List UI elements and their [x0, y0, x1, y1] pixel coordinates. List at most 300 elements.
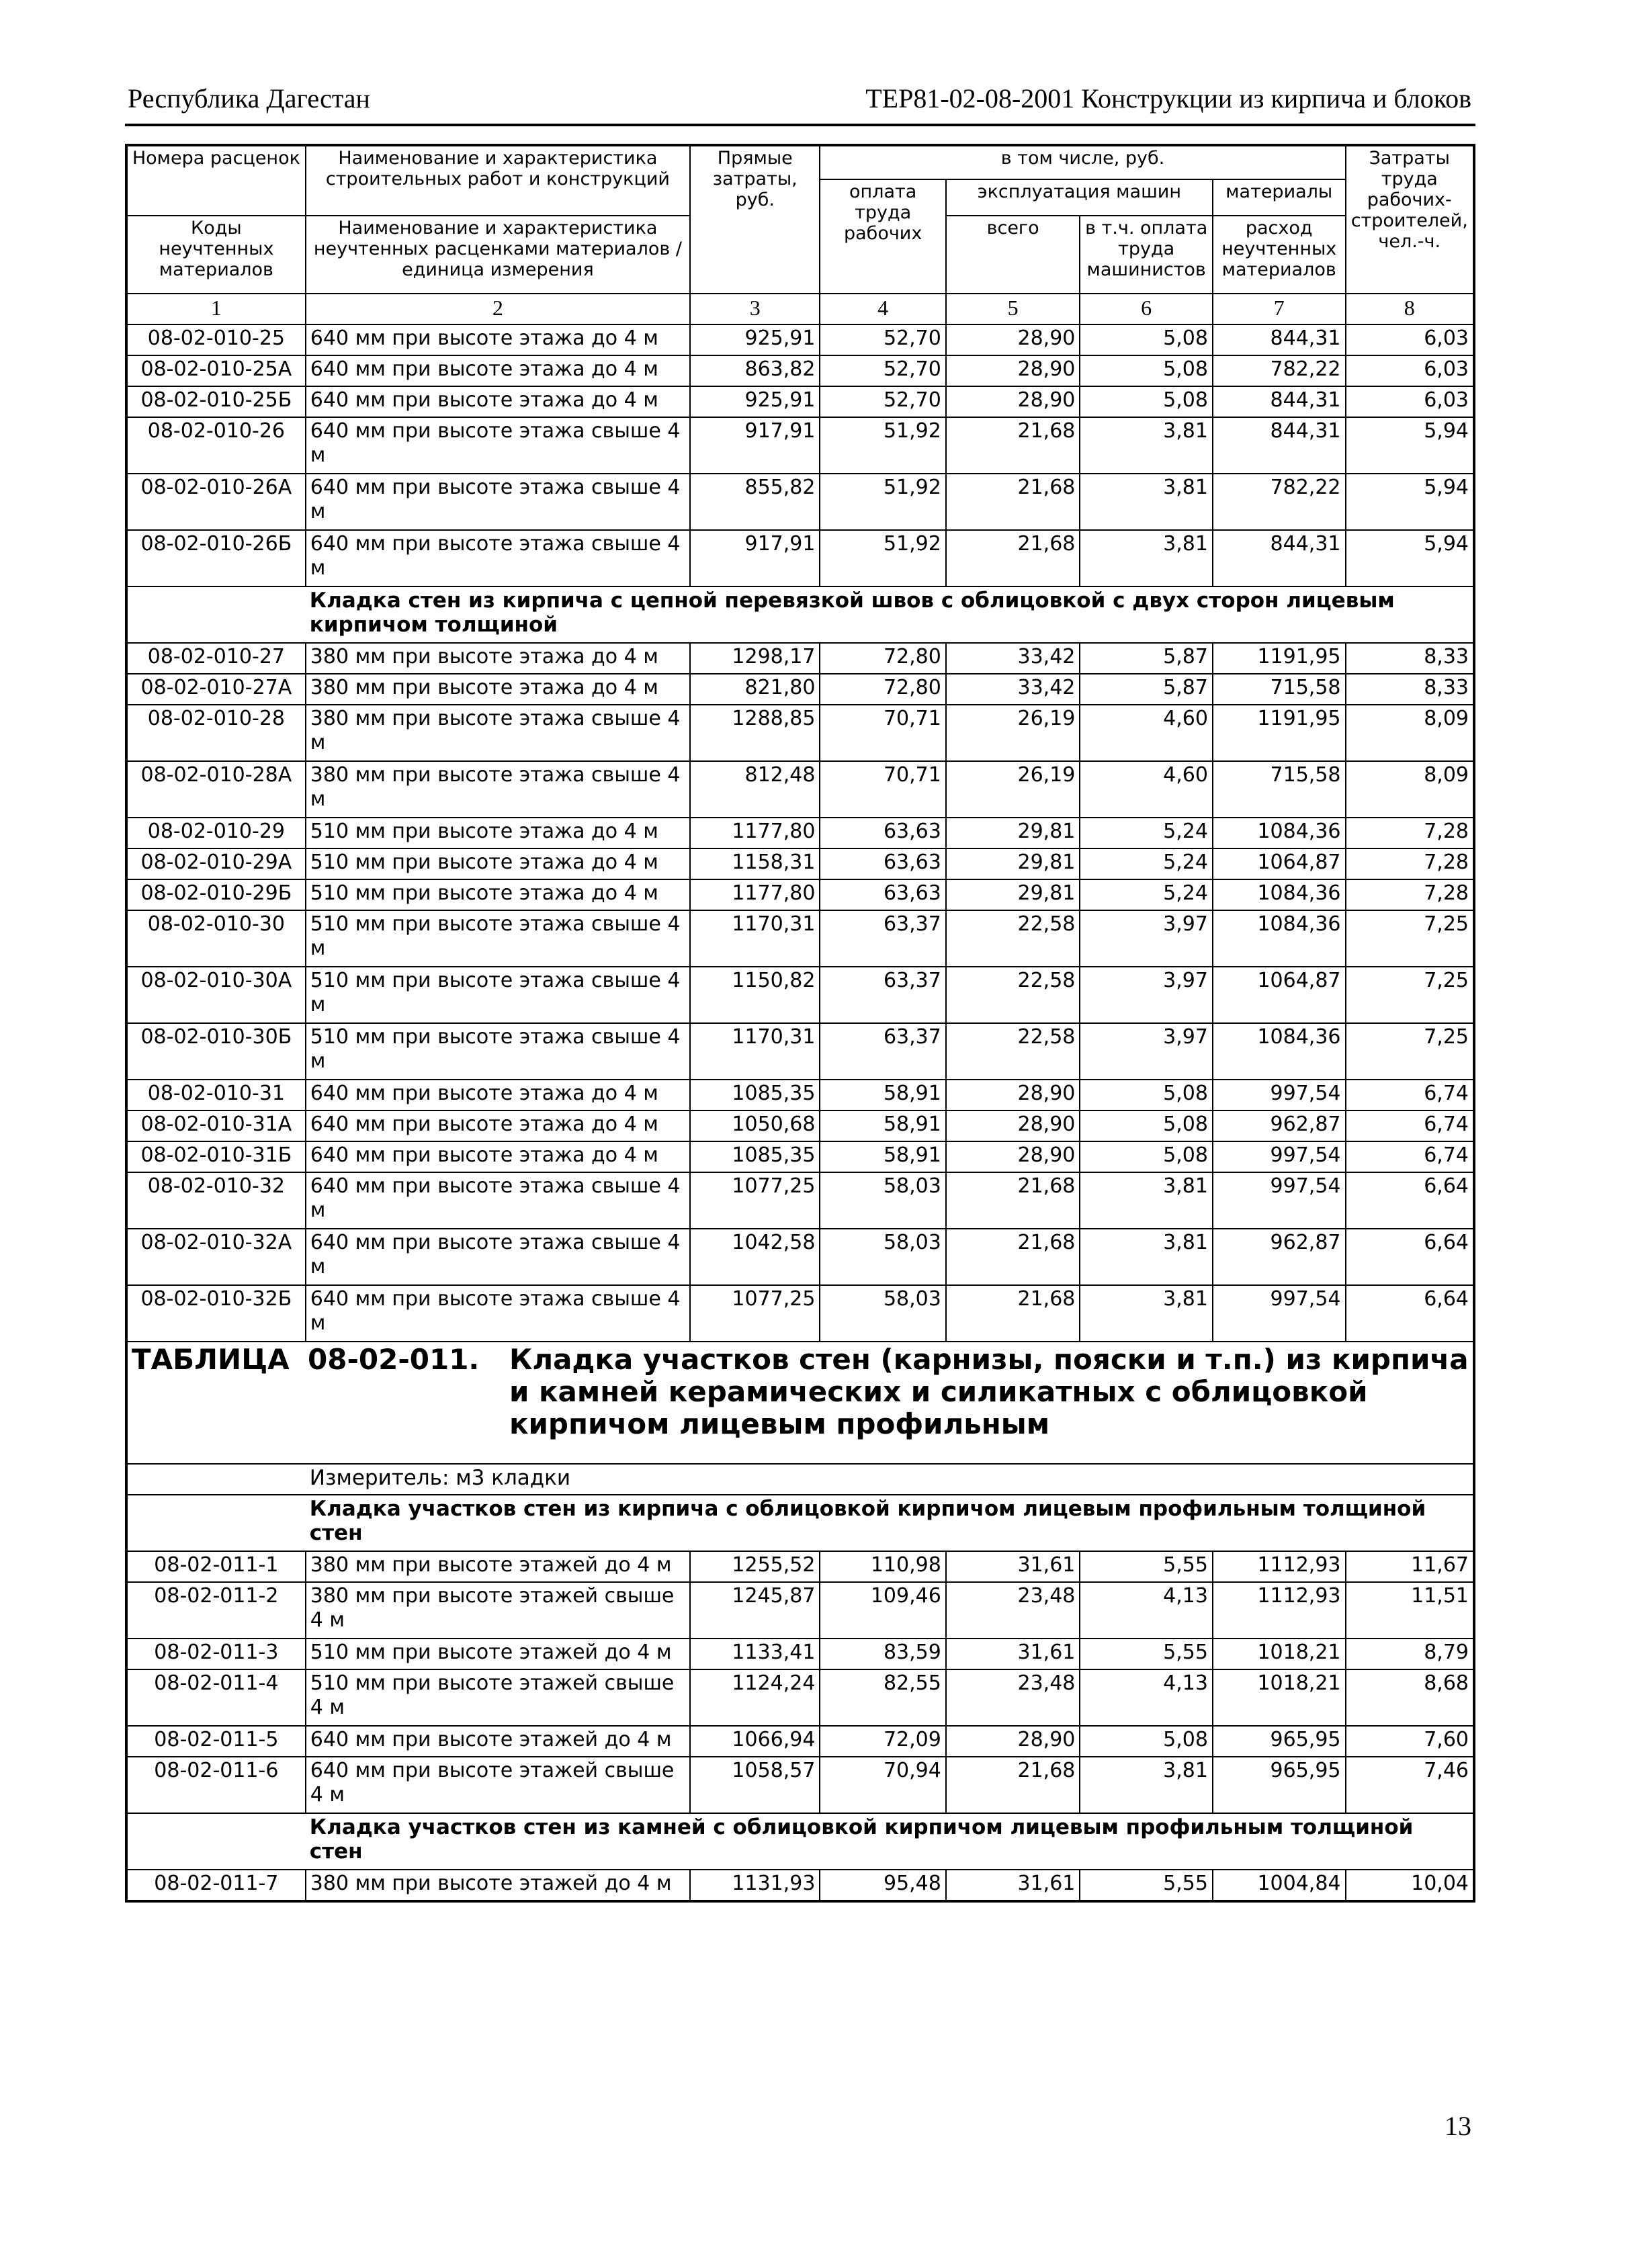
column-number: 3: [690, 294, 820, 324]
header-wages: оплата труда рабочих: [820, 179, 945, 294]
labor-costs: 5,94: [1346, 474, 1475, 530]
direct-costs: 1077,25: [690, 1172, 820, 1229]
materials: 1191,95: [1213, 643, 1346, 674]
header-machinists: в т.ч. оплата труда машинистов: [1080, 216, 1213, 294]
section-caption: Кладка участков стен из кирпича с облицовкой кирпичом лицевым профильным толщиной стен: [306, 1495, 1474, 1551]
materials: 1084,36: [1213, 818, 1346, 848]
table-row: [126, 705, 1474, 761]
labor-costs: 6,64: [1346, 1229, 1475, 1285]
labor-costs: 6,03: [1346, 386, 1475, 417]
table-title-text: Кладка участков стен (карнизы, пояски и т.п.) из кирпича и камней керамических и силикатных с облицовкой кирпичом лицевым профильным: [509, 1343, 1469, 1440]
materials: 1191,95: [1213, 705, 1346, 761]
machines-total: 21,68: [946, 417, 1080, 474]
machinists-wages: 3,97: [1080, 910, 1213, 967]
rate-code: 08-02-010-32: [126, 1172, 306, 1229]
work-description: 380 мм при высоте этажа свыше 4 м: [306, 705, 690, 761]
header-direct-costs: Прямые затраты, руб.: [690, 145, 820, 294]
table-row: [126, 386, 1474, 417]
table-row: [126, 1080, 1474, 1110]
materials: 1112,93: [1213, 1582, 1346, 1639]
direct-costs: 1177,80: [690, 879, 820, 910]
table-title-cell: [126, 1342, 1474, 1464]
wages: 63,63: [820, 818, 945, 848]
rate-code: 08-02-011-7: [126, 1870, 306, 1901]
rate-code: 08-02-010-32А: [126, 1229, 306, 1285]
table-row: [126, 1582, 1474, 1639]
materials: 1084,36: [1213, 1023, 1346, 1080]
machines-total: 31,61: [946, 1870, 1080, 1901]
wages: 52,70: [820, 386, 945, 417]
work-description: 380 мм при высоте этажей свыше 4 м: [306, 1582, 690, 1639]
work-description: 640 мм при высоте этажей до 4 м: [306, 1726, 690, 1757]
machinists-wages: 4,13: [1080, 1669, 1213, 1726]
materials: 844,31: [1213, 530, 1346, 586]
work-description: 640 мм при высоте этажа до 4 м: [306, 355, 690, 386]
direct-costs: 1131,93: [690, 1870, 820, 1901]
rows-group-a: [126, 324, 1474, 586]
measure-unit: [306, 1464, 1474, 1495]
rate-code: 08-02-010-29Б: [126, 879, 306, 910]
header-work-name: Наименование и характеристика строительных работ и конструкций: [306, 145, 690, 216]
rate-code: 08-02-011-5: [126, 1726, 306, 1757]
direct-costs: 1177,80: [690, 818, 820, 848]
machines-total: 22,58: [946, 1023, 1080, 1080]
table-row: [126, 1285, 1474, 1342]
machines-total: 28,90: [946, 355, 1080, 386]
wages: 110,98: [820, 1551, 945, 1582]
wages: 70,94: [820, 1757, 945, 1813]
direct-costs: 1124,24: [690, 1669, 820, 1726]
machines-total: 29,81: [946, 818, 1080, 848]
section-spacer: [126, 1495, 306, 1551]
header-unlisted-codes: Коды неучтенных материалов: [126, 216, 306, 294]
rate-code: 08-02-011-6: [126, 1757, 306, 1813]
wages: 95,48: [820, 1870, 945, 1901]
labor-costs: 11,67: [1346, 1551, 1475, 1582]
direct-costs: 1066,94: [690, 1726, 820, 1757]
work-description: 380 мм при высоте этажей до 4 м: [306, 1551, 690, 1582]
machines-total: 21,68: [946, 1229, 1080, 1285]
header-rule: [125, 124, 1475, 126]
table-row: [126, 1551, 1474, 1582]
machinists-wages: 5,08: [1080, 1141, 1213, 1172]
direct-costs: 925,91: [690, 324, 820, 355]
header-machines: эксплуатация машин: [946, 179, 1213, 216]
work-description: 380 мм при высоте этажей до 4 м: [306, 1870, 690, 1901]
table-row: [126, 643, 1474, 674]
materials: 844,31: [1213, 386, 1346, 417]
machinists-wages: 4,13: [1080, 1582, 1213, 1639]
labor-costs: 8,79: [1346, 1639, 1475, 1669]
direct-costs: 821,80: [690, 674, 820, 705]
wages: 63,63: [820, 848, 945, 879]
machinists-wages: 5,24: [1080, 818, 1213, 848]
materials: 715,58: [1213, 674, 1346, 705]
direct-costs: 917,91: [690, 417, 820, 474]
labor-costs: 7,28: [1346, 848, 1475, 879]
section-3: [126, 1813, 1474, 1870]
direct-costs: 855,82: [690, 474, 820, 530]
work-description: 640 мм при высоте этажей свыше 4 м: [306, 1757, 690, 1813]
direct-costs: 1170,31: [690, 1023, 820, 1080]
header-rate-numbers: Номера расценок: [126, 145, 306, 216]
wages: 58,03: [820, 1229, 945, 1285]
materials: 962,87: [1213, 1229, 1346, 1285]
labor-costs: 8,09: [1346, 761, 1475, 818]
direct-costs: 925,91: [690, 386, 820, 417]
machines-total: 22,58: [946, 910, 1080, 967]
rate-code: 08-02-011-1: [126, 1551, 306, 1582]
work-description: 510 мм при высоте этажей до 4 м: [306, 1639, 690, 1669]
table-row: [126, 761, 1474, 818]
work-description: 510 мм при высоте этажа свыше 4 м: [306, 967, 690, 1023]
machinists-wages: 5,08: [1080, 1726, 1213, 1757]
materials: 965,95: [1213, 1757, 1346, 1813]
wages: 63,37: [820, 1023, 945, 1080]
direct-costs: 1288,85: [690, 705, 820, 761]
table-row: [126, 1023, 1474, 1080]
table-row: [126, 1229, 1474, 1285]
wages: 58,03: [820, 1285, 945, 1342]
machinists-wages: 5,55: [1080, 1870, 1213, 1901]
table-title-code: 08-02-011.: [308, 1343, 480, 1376]
column-number: 6: [1080, 294, 1213, 324]
machinists-wages: 3,81: [1080, 1229, 1213, 1285]
table-row: [126, 848, 1474, 879]
rate-code: 08-02-011-4: [126, 1669, 306, 1726]
machinists-wages: 5,08: [1080, 386, 1213, 417]
machinists-wages: 5,08: [1080, 324, 1213, 355]
machinists-wages: 3,81: [1080, 1172, 1213, 1229]
page-header: [125, 79, 1475, 118]
column-number: 5: [946, 294, 1080, 324]
rate-code: 08-02-010-25: [126, 324, 306, 355]
table-row: [126, 474, 1474, 530]
machinists-wages: 5,24: [1080, 879, 1213, 910]
rate-code: 08-02-010-30Б: [126, 1023, 306, 1080]
work-description: 380 мм при высоте этажа до 4 м: [306, 643, 690, 674]
section-caption: Кладка участков стен из камней с облицовкой кирпичом лицевым профильным толщиной стен: [306, 1813, 1474, 1870]
wages: 109,46: [820, 1582, 945, 1639]
machines-total: 33,42: [946, 674, 1080, 705]
work-description: 510 мм при высоте этажа до 4 м: [306, 818, 690, 848]
materials: 997,54: [1213, 1080, 1346, 1110]
wages: 58,91: [820, 1110, 945, 1141]
labor-costs: 5,94: [1346, 530, 1475, 586]
rows-group-d: [126, 1870, 1474, 1901]
materials: 1084,36: [1213, 910, 1346, 967]
machines-total: 26,19: [946, 705, 1080, 761]
labor-costs: 8,33: [1346, 674, 1475, 705]
rate-code: 08-02-010-28: [126, 705, 306, 761]
machinists-wages: 5,87: [1080, 674, 1213, 705]
labor-costs: 7,28: [1346, 818, 1475, 848]
work-description: 640 мм при высоте этажа до 4 м: [306, 324, 690, 355]
materials: 962,87: [1213, 1110, 1346, 1141]
table-header: [126, 145, 1474, 324]
materials: 844,31: [1213, 324, 1346, 355]
rate-code: 08-02-010-27: [126, 643, 306, 674]
labor-costs: 6,74: [1346, 1110, 1475, 1141]
machinists-wages: 3,81: [1080, 417, 1213, 474]
header-labor: Затраты труда рабочих-строителей, чел.-ч.: [1346, 145, 1475, 294]
rows-group-b: [126, 643, 1474, 1342]
labor-costs: 6,74: [1346, 1141, 1475, 1172]
wages: 63,63: [820, 879, 945, 910]
machines-total: 28,90: [946, 1080, 1080, 1110]
rate-code: 08-02-010-31Б: [126, 1141, 306, 1172]
machines-total: 29,81: [946, 848, 1080, 879]
wages: 51,92: [820, 530, 945, 586]
materials: 715,58: [1213, 761, 1346, 818]
direct-costs: 1085,35: [690, 1141, 820, 1172]
column-number: 7: [1213, 294, 1346, 324]
machinists-wages: 3,97: [1080, 1023, 1213, 1080]
labor-costs: 7,46: [1346, 1757, 1475, 1813]
wages: 72,80: [820, 643, 945, 674]
price-table: [125, 144, 1475, 1903]
wages: 70,71: [820, 761, 945, 818]
materials: 1018,21: [1213, 1669, 1346, 1726]
machines-total: 21,68: [946, 1172, 1080, 1229]
column-numbers-row: [126, 294, 1474, 324]
labor-costs: 7,25: [1346, 967, 1475, 1023]
labor-costs: 6,03: [1346, 324, 1475, 355]
region-name: Республика Дагестан: [128, 83, 370, 114]
machines-total: 28,90: [946, 386, 1080, 417]
labor-costs: 8,68: [1346, 1669, 1475, 1726]
labor-costs: 6,64: [1346, 1172, 1475, 1229]
materials: 997,54: [1213, 1172, 1346, 1229]
header-unlisted-names: Наименование и характеристика неучтенных расценками материалов / единица измерения: [306, 216, 690, 294]
machines-total: 22,58: [946, 967, 1080, 1023]
table-row: [126, 1110, 1474, 1141]
materials: 997,54: [1213, 1285, 1346, 1342]
machines-total: 21,68: [946, 1285, 1080, 1342]
materials: 965,95: [1213, 1726, 1346, 1757]
machines-total: 29,81: [946, 879, 1080, 910]
materials: 782,22: [1213, 474, 1346, 530]
labor-costs: 11,51: [1346, 1582, 1475, 1639]
direct-costs: 1245,87: [690, 1582, 820, 1639]
direct-costs: 1158,31: [690, 848, 820, 879]
machinists-wages: 3,81: [1080, 474, 1213, 530]
section-1: [126, 586, 1474, 643]
machinists-wages: 4,60: [1080, 761, 1213, 818]
column-number: 1: [126, 294, 306, 324]
rate-code: 08-02-010-30А: [126, 967, 306, 1023]
wages: 83,59: [820, 1639, 945, 1669]
labor-costs: 6,74: [1346, 1080, 1475, 1110]
rate-code: 08-02-010-31: [126, 1080, 306, 1110]
direct-costs: 1133,41: [690, 1639, 820, 1669]
rate-code: 08-02-010-26Б: [126, 530, 306, 586]
direct-costs: 1050,68: [690, 1110, 820, 1141]
machinists-wages: 5,24: [1080, 848, 1213, 879]
direct-costs: 917,91: [690, 530, 820, 586]
rows-group-c: [126, 1551, 1474, 1813]
rate-code: 08-02-010-26: [126, 417, 306, 474]
wages: 51,92: [820, 474, 945, 530]
wages: 58,91: [820, 1141, 945, 1172]
materials: 997,54: [1213, 1141, 1346, 1172]
direct-costs: 863,82: [690, 355, 820, 386]
table-row: [126, 1726, 1474, 1757]
table-row: [126, 910, 1474, 967]
labor-costs: 8,09: [1346, 705, 1475, 761]
document-title: ТЕР81-02-08-2001 Конструкции из кирпича и блоков: [865, 83, 1471, 114]
work-description: 380 мм при высоте этажа свыше 4 м: [306, 761, 690, 818]
direct-costs: 1298,17: [690, 643, 820, 674]
materials: 782,22: [1213, 355, 1346, 386]
machines-total: 28,90: [946, 324, 1080, 355]
rate-code: 08-02-010-30: [126, 910, 306, 967]
direct-costs: 1058,57: [690, 1757, 820, 1813]
wages: 58,91: [820, 1080, 945, 1110]
labor-costs: 7,28: [1346, 879, 1475, 910]
table-row: [126, 1870, 1474, 1901]
rate-code: 08-02-010-25А: [126, 355, 306, 386]
work-description: 640 мм при высоте этажа свыше 4 м: [306, 1229, 690, 1285]
header-machines-total: всего: [946, 216, 1080, 294]
work-description: 510 мм при высоте этажа до 4 м: [306, 848, 690, 879]
machinists-wages: 5,87: [1080, 643, 1213, 674]
rate-code: 08-02-011-3: [126, 1639, 306, 1669]
work-description: 640 мм при высоте этажа свыше 4 м: [306, 474, 690, 530]
wages: 63,37: [820, 967, 945, 1023]
machines-total: 28,90: [946, 1141, 1080, 1172]
work-description: 510 мм при высоте этажа до 4 м: [306, 879, 690, 910]
direct-costs: 1077,25: [690, 1285, 820, 1342]
machinists-wages: 3,81: [1080, 1285, 1213, 1342]
machinists-wages: 5,08: [1080, 1080, 1213, 1110]
work-description: 510 мм при высоте этажа свыше 4 м: [306, 910, 690, 967]
labor-costs: 7,25: [1346, 1023, 1475, 1080]
table-row: [126, 1172, 1474, 1229]
measure-unit-text: Измеритель: м3 кладки: [309, 1466, 571, 1490]
rate-code: 08-02-010-28А: [126, 761, 306, 818]
table-row: [126, 967, 1474, 1023]
work-description: 380 мм при высоте этажа до 4 м: [306, 674, 690, 705]
machines-total: 26,19: [946, 761, 1080, 818]
work-description: 510 мм при высоте этажа свыше 4 м: [306, 1023, 690, 1080]
column-number: 4: [820, 294, 945, 324]
rate-code: 08-02-010-32Б: [126, 1285, 306, 1342]
labor-costs: 6,64: [1346, 1285, 1475, 1342]
machines-total: 21,68: [946, 1757, 1080, 1813]
wages: 51,92: [820, 417, 945, 474]
labor-costs: 6,03: [1346, 355, 1475, 386]
machinists-wages: 3,97: [1080, 967, 1213, 1023]
measure-spacer: [126, 1464, 306, 1495]
table-row: [126, 818, 1474, 848]
rate-code: 08-02-010-26А: [126, 474, 306, 530]
wages: 63,37: [820, 910, 945, 967]
rate-code: 08-02-011-2: [126, 1582, 306, 1639]
direct-costs: 1085,35: [690, 1080, 820, 1110]
work-description: 640 мм при высоте этажа до 4 м: [306, 1080, 690, 1110]
direct-costs: 812,48: [690, 761, 820, 818]
table-row: [126, 417, 1474, 474]
materials: 1004,84: [1213, 1870, 1346, 1901]
section-spacer: [126, 586, 306, 643]
materials: 1018,21: [1213, 1639, 1346, 1669]
wages: 52,70: [820, 355, 945, 386]
table-row: [126, 1141, 1474, 1172]
work-description: 640 мм при высоте этажа до 4 м: [306, 1110, 690, 1141]
machines-total: 31,61: [946, 1551, 1080, 1582]
direct-costs: 1255,52: [690, 1551, 820, 1582]
labor-costs: 10,04: [1346, 1870, 1475, 1901]
rate-code: 08-02-010-29А: [126, 848, 306, 879]
wages: 72,09: [820, 1726, 945, 1757]
direct-costs: 1042,58: [690, 1229, 820, 1285]
work-description: 640 мм при высоте этажа свыше 4 м: [306, 417, 690, 474]
wages: 72,80: [820, 674, 945, 705]
machines-total: 28,90: [946, 1726, 1080, 1757]
work-description: 640 мм при высоте этажа свыше 4 м: [306, 1285, 690, 1342]
materials: 1064,87: [1213, 848, 1346, 879]
rate-code: 08-02-010-31А: [126, 1110, 306, 1141]
table-row: [126, 1669, 1474, 1726]
work-description: 640 мм при высоте этажа до 4 м: [306, 386, 690, 417]
labor-costs: 5,94: [1346, 417, 1475, 474]
machinists-wages: 3,81: [1080, 530, 1213, 586]
rate-code: 08-02-010-29: [126, 818, 306, 848]
table-row: [126, 1757, 1474, 1813]
wages: 70,71: [820, 705, 945, 761]
machines-total: 31,61: [946, 1639, 1080, 1669]
machines-total: 33,42: [946, 643, 1080, 674]
wages: 52,70: [820, 324, 945, 355]
table-row: [126, 879, 1474, 910]
labor-costs: 8,33: [1346, 643, 1475, 674]
table-title-block: [126, 1342, 1474, 1495]
machines-total: 23,48: [946, 1582, 1080, 1639]
work-description: 640 мм при высоте этажа свыше 4 м: [306, 1172, 690, 1229]
column-number: 2: [306, 294, 690, 324]
machines-total: 23,48: [946, 1669, 1080, 1726]
header-materials-unlisted: расход неучтенных материалов: [1213, 216, 1346, 294]
machines-total: 21,68: [946, 474, 1080, 530]
rate-code: 08-02-010-25Б: [126, 386, 306, 417]
materials: 1084,36: [1213, 879, 1346, 910]
section-2: [126, 1495, 1474, 1551]
direct-costs: 1150,82: [690, 967, 820, 1023]
labor-costs: 7,25: [1346, 910, 1475, 967]
machines-total: 21,68: [946, 530, 1080, 586]
labor-costs: 7,60: [1346, 1726, 1475, 1757]
table-title-label: ТАБЛИЦА: [132, 1343, 290, 1376]
machinists-wages: 5,55: [1080, 1551, 1213, 1582]
wages: 58,03: [820, 1172, 945, 1229]
materials: 1112,93: [1213, 1551, 1346, 1582]
direct-costs: 1170,31: [690, 910, 820, 967]
section-caption: Кладка стен из кирпича с цепной перевязкой швов с облицовкой с двух сторон лицевым кирпичом толщиной: [306, 586, 1474, 643]
materials: 844,31: [1213, 417, 1346, 474]
header-including: в том числе, руб.: [820, 145, 1345, 179]
page-number: 13: [1445, 2111, 1471, 2141]
work-description: 640 мм при высоте этажа свыше 4 м: [306, 530, 690, 586]
rate-code: 08-02-010-27А: [126, 674, 306, 705]
table-row: [126, 324, 1474, 355]
wages: 82,55: [820, 1669, 945, 1726]
machinists-wages: 5,55: [1080, 1639, 1213, 1669]
machinists-wages: 4,60: [1080, 705, 1213, 761]
materials: 1064,87: [1213, 967, 1346, 1023]
section-spacer: [126, 1813, 306, 1870]
machinists-wages: 3,81: [1080, 1757, 1213, 1813]
